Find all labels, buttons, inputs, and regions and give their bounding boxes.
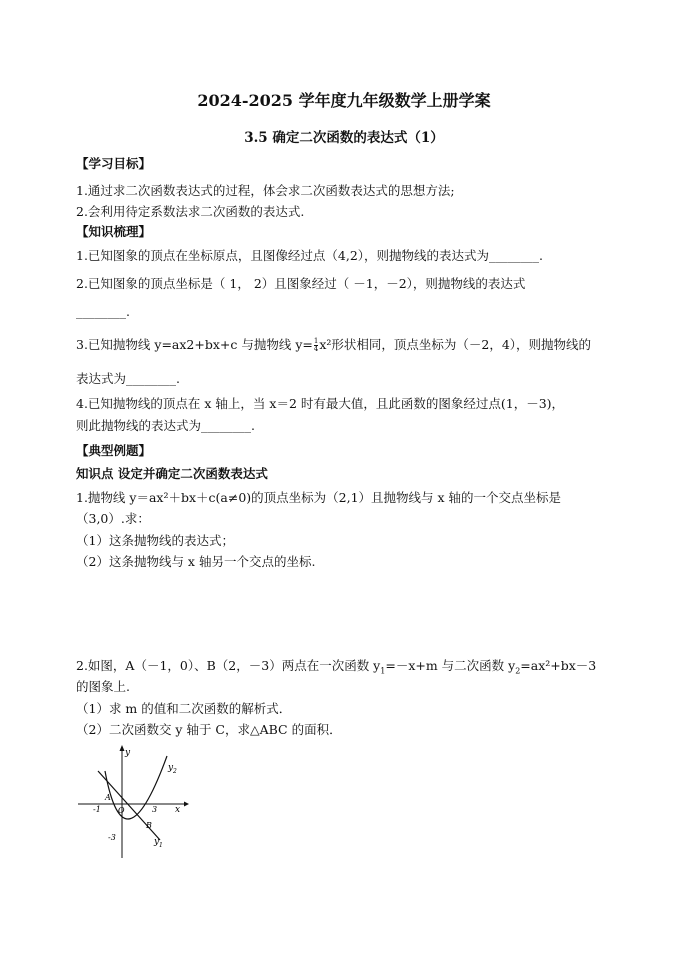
example-2-part-1: （1）求 m 的值和二次函数的解析式． [76,701,292,716]
e2-sub-1: 1 [380,666,386,676]
section-examples-heading: 【典型例题】 [76,443,152,458]
example-2-part-2: （2）二次函数交 y 轴于 C，求△ABC 的面积． [76,722,342,737]
example-1-line-2: （3,0）.求： [76,511,150,526]
y2-label: y [168,763,174,773]
knowledge-item-1: 1.已知图象的顶点在坐标原点，且图像经过点（4,2），则抛物线的表达式为________. [76,248,544,263]
document-title: 2024-2025 学年度九年级数学上册学案 [197,91,491,110]
y-axis-arrow [120,745,125,751]
fraction-numerator: 1 [313,337,319,345]
example-2-line-2: 的图象上. [76,679,130,694]
parabola-y2 [105,756,167,819]
y1-subscript: 1 [159,842,163,849]
example-1-line-1: 1.抛物线 y＝ax²＋bx＋c(a≠0)的顶点坐标为（2,1）且抛物线与 x 轴的一个交点坐标是 [76,490,562,505]
example-1-part-1: （1）这条抛物线的表达式； [76,533,234,548]
x-axis-label: x [175,805,181,815]
fraction-one-quarter [314,338,318,353]
knowledge-point-title: 知识点 设定并确定二次函数表达式 [76,466,268,481]
point-a-label: A [105,793,111,802]
e2-sub-2: 2 [515,666,521,676]
lesson-title: 3.5 确定二次函数的表达式（1） [244,130,444,146]
e2-text-post: =ax²+bx－3 [520,658,597,673]
knowledge-item-3-line-2: 表达式为________. [76,371,180,386]
fraction-denominator: 4 [313,345,319,353]
x-axis-arrow [184,802,189,807]
k3-text-pre: 3.已知抛物线 y=ax2+bx+c 与抛物线 y= [76,337,313,352]
example-1-part-2: （2）这条抛物线与 x 轴另一个交点的坐标. [76,554,316,569]
knowledge-item-3-line-1 [76,337,591,353]
example-2-line-1 [76,658,596,674]
point-b-label: B [146,821,152,830]
section-goals-heading: 【学习目标】 [76,156,152,171]
knowledge-item-4-line-2: 则此抛物线的表达式为________. [76,418,255,433]
e2-text-pre: 2.如图，A（－1，0）、B（2，－3）两点在一次函数 y [76,658,381,673]
tick-neg1-label: -1 [93,805,101,814]
origin-label: O [118,806,125,815]
y-axis-label: y [125,748,131,758]
tick-neg3-label: -3 [108,833,116,842]
section-knowledge-heading: 【知识梳理】 [76,224,152,239]
y2-subscript: 2 [173,768,177,775]
knowledge-item-2-line-2: ________. [76,304,130,319]
goal-1: 1.通过求二次函数表达式的过程，体会求二次函数表达式的思想方法; [76,183,455,198]
k3-text-post: x²形状相同，顶点坐标为（－2，4），则抛物线的 [319,337,592,352]
e2-text-mid: =－x+m 与二次函数 y [385,658,516,673]
knowledge-item-4-line-1: 4.已知抛物线的顶点在 x 轴上，当 x＝2 时有最大值，且此函数的图象经过点(1，－3)， [76,396,565,411]
function-graph-figure [72,742,192,862]
goal-2: 2.会利用待定系数法求二次函数的表达式. [76,204,305,219]
knowledge-item-2-line-1: 2.已知图象的顶点坐标是（ 1， 2）且图象经过（ －1，－2），则抛物线的表达式 [76,276,526,291]
y1-label: y [154,837,160,847]
tick-3-label: 3 [152,805,158,814]
